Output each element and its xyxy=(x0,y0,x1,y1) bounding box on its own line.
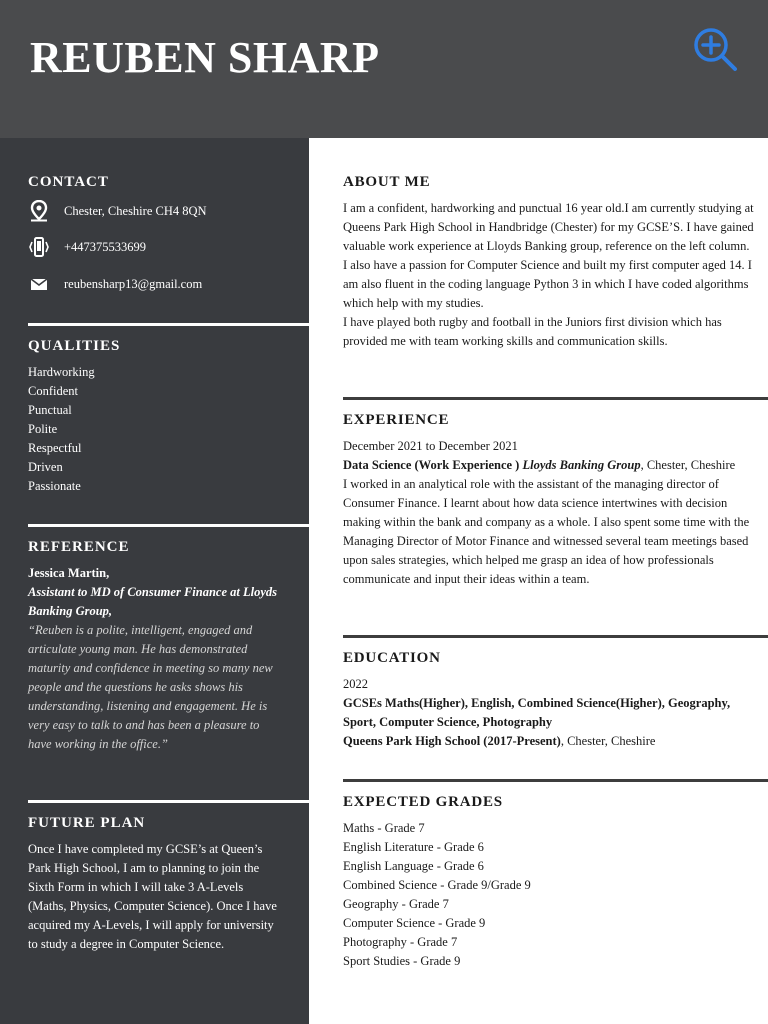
experience-description: I worked in an analytical role with the assistant of the managing director of Consumer Finance. I learnt about how data science intertwines with decision making within the bank and company as a whole. I also spent some time with the Managing Director of Motor Finance and witnessed several team meetings based upon sales strategies, which helped me grasp an idea of how professionals communicate and input their ideas within a team. xyxy=(343,477,750,586)
about-paragraph: I also have a passion for Computer Science and built my first computer aged 14. I am also fluent in the coding language Python 3 in which I have coded algorithms which help with my studies. xyxy=(343,258,752,310)
list-item: Punctual xyxy=(28,403,72,417)
about-paragraph: I am a confident, hardworking and punctual 16 year old.I am currently studying at Queens Park High School in Handbridge (Chester) for my GCSE’S. I have gained valuable work experience at Lloyds Banking group, reference on the left column. xyxy=(343,201,754,253)
experience-role: Data Science (Work Experience ) xyxy=(343,458,520,472)
education-title: EDUCATION xyxy=(343,650,441,666)
reference-name: Jessica Martin, xyxy=(28,566,110,580)
experience-location: , Chester, Cheshire xyxy=(640,458,736,472)
contact-phone xyxy=(28,236,146,258)
about-title: ABOUT ME xyxy=(343,174,431,190)
list-item: Passionate xyxy=(28,479,81,493)
list-item: Sport Studies - Grade 9 xyxy=(343,954,461,968)
contact-address xyxy=(28,200,207,222)
sidebar xyxy=(0,138,309,1024)
candidate-name: REUBEN SHARP xyxy=(30,33,380,82)
list-item: Maths - Grade 7 xyxy=(343,821,425,835)
contact-email xyxy=(28,273,202,295)
grades-title: EXPECTED GRADES xyxy=(343,794,503,810)
education-location: , Chester, Cheshire xyxy=(560,734,656,748)
section-divider xyxy=(28,800,309,803)
experience-dates: December 2021 to December 2021 xyxy=(343,439,518,453)
main-content xyxy=(309,138,768,1024)
experience-block xyxy=(343,437,765,589)
reference-quote: “Reuben is a polite, intelligent, engaged and articulate young man. He has demonstrated maturity and confidence in meeting so many new people and the questions he asks shows his understanding, listening and engagement. He is very easy to talk to and has been a pleasure to have working in the office.” xyxy=(28,623,273,751)
contact-title: CONTACT xyxy=(28,174,109,190)
list-item: Hardworking xyxy=(28,365,95,379)
experience-title: EXPERIENCE xyxy=(343,412,450,428)
about-paragraph: I have played both rugby and football in the Juniors first division which has provided me with team working skills and communication skills. xyxy=(343,315,722,348)
address-text: Chester, Cheshire CH4 8QN xyxy=(64,203,207,218)
list-item: English Language - Grade 6 xyxy=(343,859,484,873)
section-divider xyxy=(343,635,768,638)
experience-heading xyxy=(343,456,765,475)
qualities-title: QUALITIES xyxy=(28,338,121,354)
list-item: Driven xyxy=(28,460,63,474)
about-text xyxy=(343,199,765,351)
location-pin-icon xyxy=(28,200,50,222)
future-plan-text: Once I have completed my GCSE’s at Queen’s Park High School, I am to planning to join the Sixth Form in which I will take 3 A-Levels (Maths, Physics, Computer Science). Once I have acquired my A-Levels, I will apply for university to study a degree in Computer Science. xyxy=(28,842,277,951)
list-item: Photography - Grade 7 xyxy=(343,935,458,949)
zoom-in-icon[interactable] xyxy=(692,26,738,72)
header-banner xyxy=(0,0,768,138)
phone-text[interactable]: +447375533699 xyxy=(64,239,147,254)
list-item: Geography - Grade 7 xyxy=(343,897,449,911)
list-item: Polite xyxy=(28,422,58,436)
education-school-line xyxy=(343,732,765,751)
list-item: Confident xyxy=(28,384,78,398)
email-text[interactable]: reubensharp13@gmail.com xyxy=(64,276,203,291)
reference-role: Assistant to MD of Consumer Finance at Lloyds Banking Group, xyxy=(28,585,277,618)
grades-list xyxy=(343,819,765,971)
list-item: Computer Science - Grade 9 xyxy=(343,916,486,930)
list-item: Combined Science - Grade 9/Grade 9 xyxy=(343,878,531,892)
education-school: Queens Park High School (2017-Present) xyxy=(343,734,561,748)
education-block xyxy=(343,675,765,751)
envelope-icon xyxy=(28,273,50,295)
education-subjects: GCSEs Maths(Higher), English, Combined Science(Higher), Geography, Sport, Computer Science, Photography xyxy=(343,696,731,729)
list-item: Respectful xyxy=(28,441,82,455)
section-divider xyxy=(343,397,768,400)
reference-title: REFERENCE xyxy=(28,539,130,555)
qualities-list xyxy=(28,363,298,496)
list-item: English Literature - Grade 6 xyxy=(343,840,484,854)
section-divider xyxy=(343,779,768,782)
section-divider xyxy=(28,524,309,527)
phone-vibrate-icon xyxy=(28,236,50,258)
reference-block xyxy=(28,564,278,754)
section-divider xyxy=(28,323,309,326)
experience-company: Lloyds Banking Group xyxy=(522,458,641,472)
education-year: 2022 xyxy=(343,677,368,691)
future-plan-title: FUTURE PLAN xyxy=(28,815,146,831)
